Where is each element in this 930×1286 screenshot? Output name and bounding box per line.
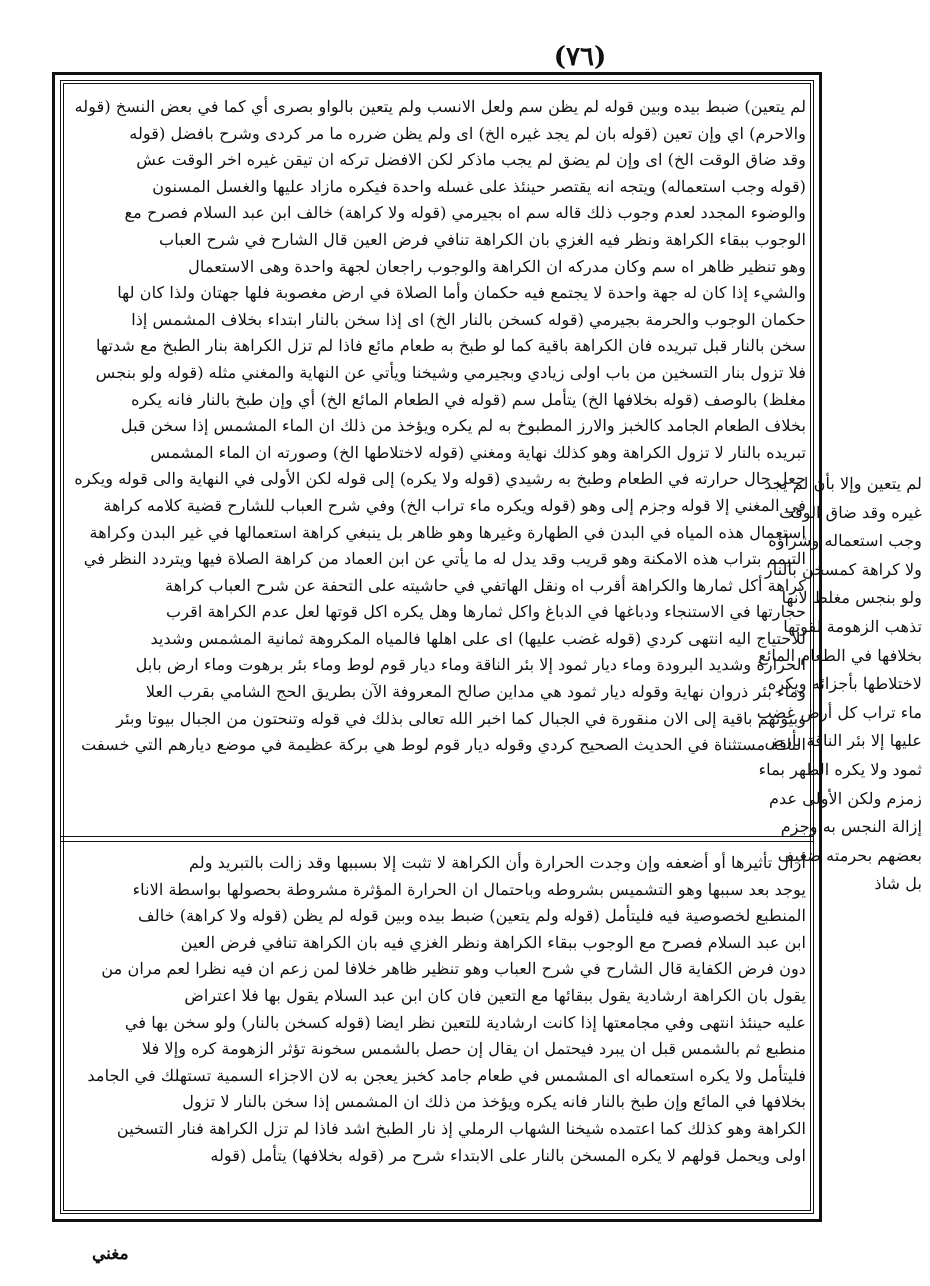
text-line: أزال تأثيرها أو أضعفه وإن وجدت الحرارة وأن الكراهة لا تثبت إلا بسببها وقد زالت بالتبريد ولم — [189, 853, 806, 872]
margin-line: زمزم ولكن الأولى عدم — [768, 788, 922, 808]
text-line: حجارتها في الاستنجاء ودباغها في الدباغ واكل ثمارها وهل يكره اكل قوتها لعل عدم الكراهة اقرب — [165, 602, 806, 622]
catchword: مغني — [92, 1244, 129, 1264]
text-line: بخلافها في المائع وإن طبخ بالنار فانه يكره ويؤخذ من ذلك ان المشمس إذا سخن بالنار لا تزول — [182, 1092, 806, 1112]
margin-line: تذهب الزهومة لقوتها — [783, 616, 922, 636]
text-line: فلا تزول بنار التسخين من باب اولى زيادي وبجيرمي وشيخنا ويأتي عن النهاية والمغني مثله (قوله ولو بنجس — [95, 362, 806, 382]
text-line: المنطبع لخصوصية فيه فليتأمل (قوله ولم يتعين) ضبط بيده وبين قوله لم يظن (قوله ولا كراهة) خالف — [138, 906, 806, 926]
text-line: والشيء إذا كان له جهة واحدة لا يجتمع فيه حكمان وأما الصلاة في ارض مغصوبة فلها جهتان ولذا كان لها — [117, 283, 806, 303]
text-line: للاحتياج اليه انتهى كردي (قوله غضب عليها) اى على اهلها فالمياه المكروهة ثمانية المشمس وشديد — [150, 628, 806, 648]
text-line: تبريده بالنار لا تزول الكراهة وهو كذلك نهاية ومغني (قوله لاختلاطها الخ) وصورته ان الماء المشمس — [150, 442, 806, 462]
text-line: مغلظ) بالوصف (قوله بخلافها الخ) يتأمل سم (قوله في الطعام المائع الخ) أي وإن طبخ بالنار فانه يكره — [131, 389, 806, 409]
margin-line: ولا كراهة كمسخن بالنار — [764, 559, 922, 579]
text-line: الكراهة وهو كذلك كما اعتمده شيخنا الشهاب الرملي إذ نار الطبخ اشد فاذا لم تزل الكراهة فنار التسخين — [116, 1118, 806, 1138]
text-line: بخلاف الطعام الجامد كالخبز والارز المطبوخ به لم يكره ويؤخذ من ذلك ان الماء المشمس إذا سخن قبل — [120, 416, 806, 436]
text-line: لم يتعين) ضبط بيده وبين قوله لم يظن سم ولعل الانسب ولم يتعين بالواو بصرى أي كما في بعض النسخ (قوله — [74, 97, 806, 116]
text-line: فليتأمل ولا يكره استعماله اى المشمس في طعام جامد كخبز يعجن به لان الاجزاء السمية تستهلك في الجامد — [87, 1065, 806, 1085]
text-line: استعمال هذه المياه في البدن في الطهارة وغيرها وهو ظاهر بل ينبغي كراهة استعمالها في غير البدن وكراهة — [89, 522, 806, 542]
main-text-bottom — [68, 850, 806, 1210]
text-line: الناقة مستثناة في الحديث الصحيح كردي وقوله ديار قوم لوط هي بركة عظيمة في موضع ديارهم التي خسفت — [81, 735, 806, 755]
margin-line: بخلافها في الطعام المائع — [758, 645, 922, 665]
text-line: منطبع ثم بالشمس قبل ان يبرد فيحتمل ان يقال إن حصل بالشمس سخونة تؤثر الزهومة كره وإلا فلا — [141, 1039, 806, 1059]
page-number: (٧٦) — [553, 42, 607, 72]
margin-line: إزالة النجس به وجزم — [780, 817, 922, 837]
text-line: كراهة أكل ثمارها والكراهة أقرب اه ونقل الهاتفي في حاشيته على التحفة عن شرح العباب كراهة — [165, 575, 806, 595]
text-line: الحرارة وشديد البرودة وماء ديار ثمود إلا بئر الناقة وماء ديار قوم لوط وماء بئر برهوت وماء ارض بابل — [135, 655, 806, 675]
text-line: يوجد بعد سببها وهو التشميس بشروطه وباحتمال ان الحرارة المؤثرة مشروطة بحصولها بواسطة الاناء — [132, 879, 806, 899]
text-line: وهو تنظير ظاهر اه سم وكان مدركه ان الكراهة والوجوب راجعان لجهة واحدة وهى الاستعمال — [188, 256, 806, 276]
margin-line: عليها إلا بئر الناقة بأرض — [764, 731, 922, 751]
text-line: وماء بئر ذروان نهاية وقوله ديار ثمود هي مداين صالح المعروفة الآن بطريق الحج الشامي بقرب العلا — [145, 682, 806, 702]
margin-line: ثمود ولا يكره الطهر بماء — [758, 759, 922, 779]
text-line: (قوله وجب استعماله) ويتجه انه يقتصر حينئذ على غسله واحدة فيكره مازاد عليها والغسل المسنون — [152, 176, 806, 196]
text-line: سخن بالنار قبل تبريده فان الكراهة باقية كما لو طبخ به طعام مائع فاذا لم تزل الكراهة بنار الطبخ مع شدتها — [95, 336, 806, 356]
margin-note — [686, 470, 922, 899]
margin-line: لم يتعين وإلا بأن لم يجد — [764, 474, 922, 493]
margin-line: ماء تراب كل أرض غضب — [756, 702, 922, 722]
text-line: والوضوء المجدد لعدم وجوب ذلك قاله سم اه بجيرمي (قوله ولا كراهة) خالف ابن عبد السلام فصرح مع — [124, 203, 806, 223]
text-line: وقد ضاق الوقت الخ) اى وإن لم يضق لم يجب ماذكر لكن الافضل تركه ان تيقن غيره اخر الوقت عش — [136, 150, 806, 170]
margin-line: لاختلاطها بأجزائه ويكره — [767, 674, 922, 694]
text-line: جعل حال حرارته في الطعام وطبخ به رشيدي (قوله ولا يكره) إلى قوله لكن الأولى في النهاية والى قوله ويكره — [74, 469, 806, 489]
margin-line: بل شاذ — [874, 874, 922, 894]
text-line: في المغني إلا قوله وجزم إلى وهو (قوله ويكره ماء تراب الخ) وفي شرح العباب للشارح قضية كلامه كراهة — [103, 495, 806, 515]
text-line: يقول بان الكراهة ارشادية يقول ببقائها مع التعين فان كان ابن عبد السلام يقول بها فلا اعتراض — [184, 985, 806, 1005]
text-line: دون فرض الكفاية قال الشارح في شرح العباب وهو تنظير ظاهر خلافا لمن زعم ان فيه نظرا لعم مران من — [101, 959, 806, 979]
text-line: وبيوتهم باقية إلى الان منقورة في الجبال كما اخبر الله تعالى بذلك في قوله وتنحتون من الجبال بيوتا وبئر — [116, 708, 806, 728]
margin-line: بعضهم بحرمته ضعيف — [777, 845, 922, 865]
margin-line: غيره وقد ضاق الوقت — [779, 502, 922, 522]
text-line: ابن عبد السلام فصرح مع الوجوب ببقاء الكراهة ونظر الغزي فيه بان الكراهة تنافي فرض العين — [180, 932, 806, 952]
margin-line: ولو بنجس مغلظ لأنها — [781, 588, 922, 608]
margin-line: وجب استعماله وشراؤه — [768, 531, 922, 551]
text-line: الوجوب ببقاء الكراهة ونظر فيه الغزي بان الكراهة تنافي فرض العين قال الشارح في شرح العباب — [159, 229, 806, 249]
text-line: عليه حينئذ انتهى وفي مجامعتها إذا كانت ارشادية للتعين نظر ايضا (قوله كسخن بالنار) ولو سخن بها في — [124, 1012, 806, 1032]
text-line: حكمان الوجوب والحرمة بجيرمي (قوله كسخن بالنار الخ) اى إذا سخن بالنار ابتداء بخلاف المشمس إذا — [131, 309, 806, 329]
text-line: اولى ويحمل قولهم لا يكره المسخن بالنار على الابتداء شرح مر (قوله بخلافها) يتأمل (قوله — [210, 1145, 806, 1165]
text-line: والاحرم) اي وإن تعين (قوله بان لم يجد غيره الخ) اى ولم يظن ضرره ما مر كردى وشرح بافضل (قوله — [129, 123, 806, 143]
text-line: التيمم بتراب هذه الامكنة وهو قريب وقد يدل له ما يأتي عن ابن العماد من كراهة الصلاة فيها ويتردد النظر في — [83, 549, 806, 569]
